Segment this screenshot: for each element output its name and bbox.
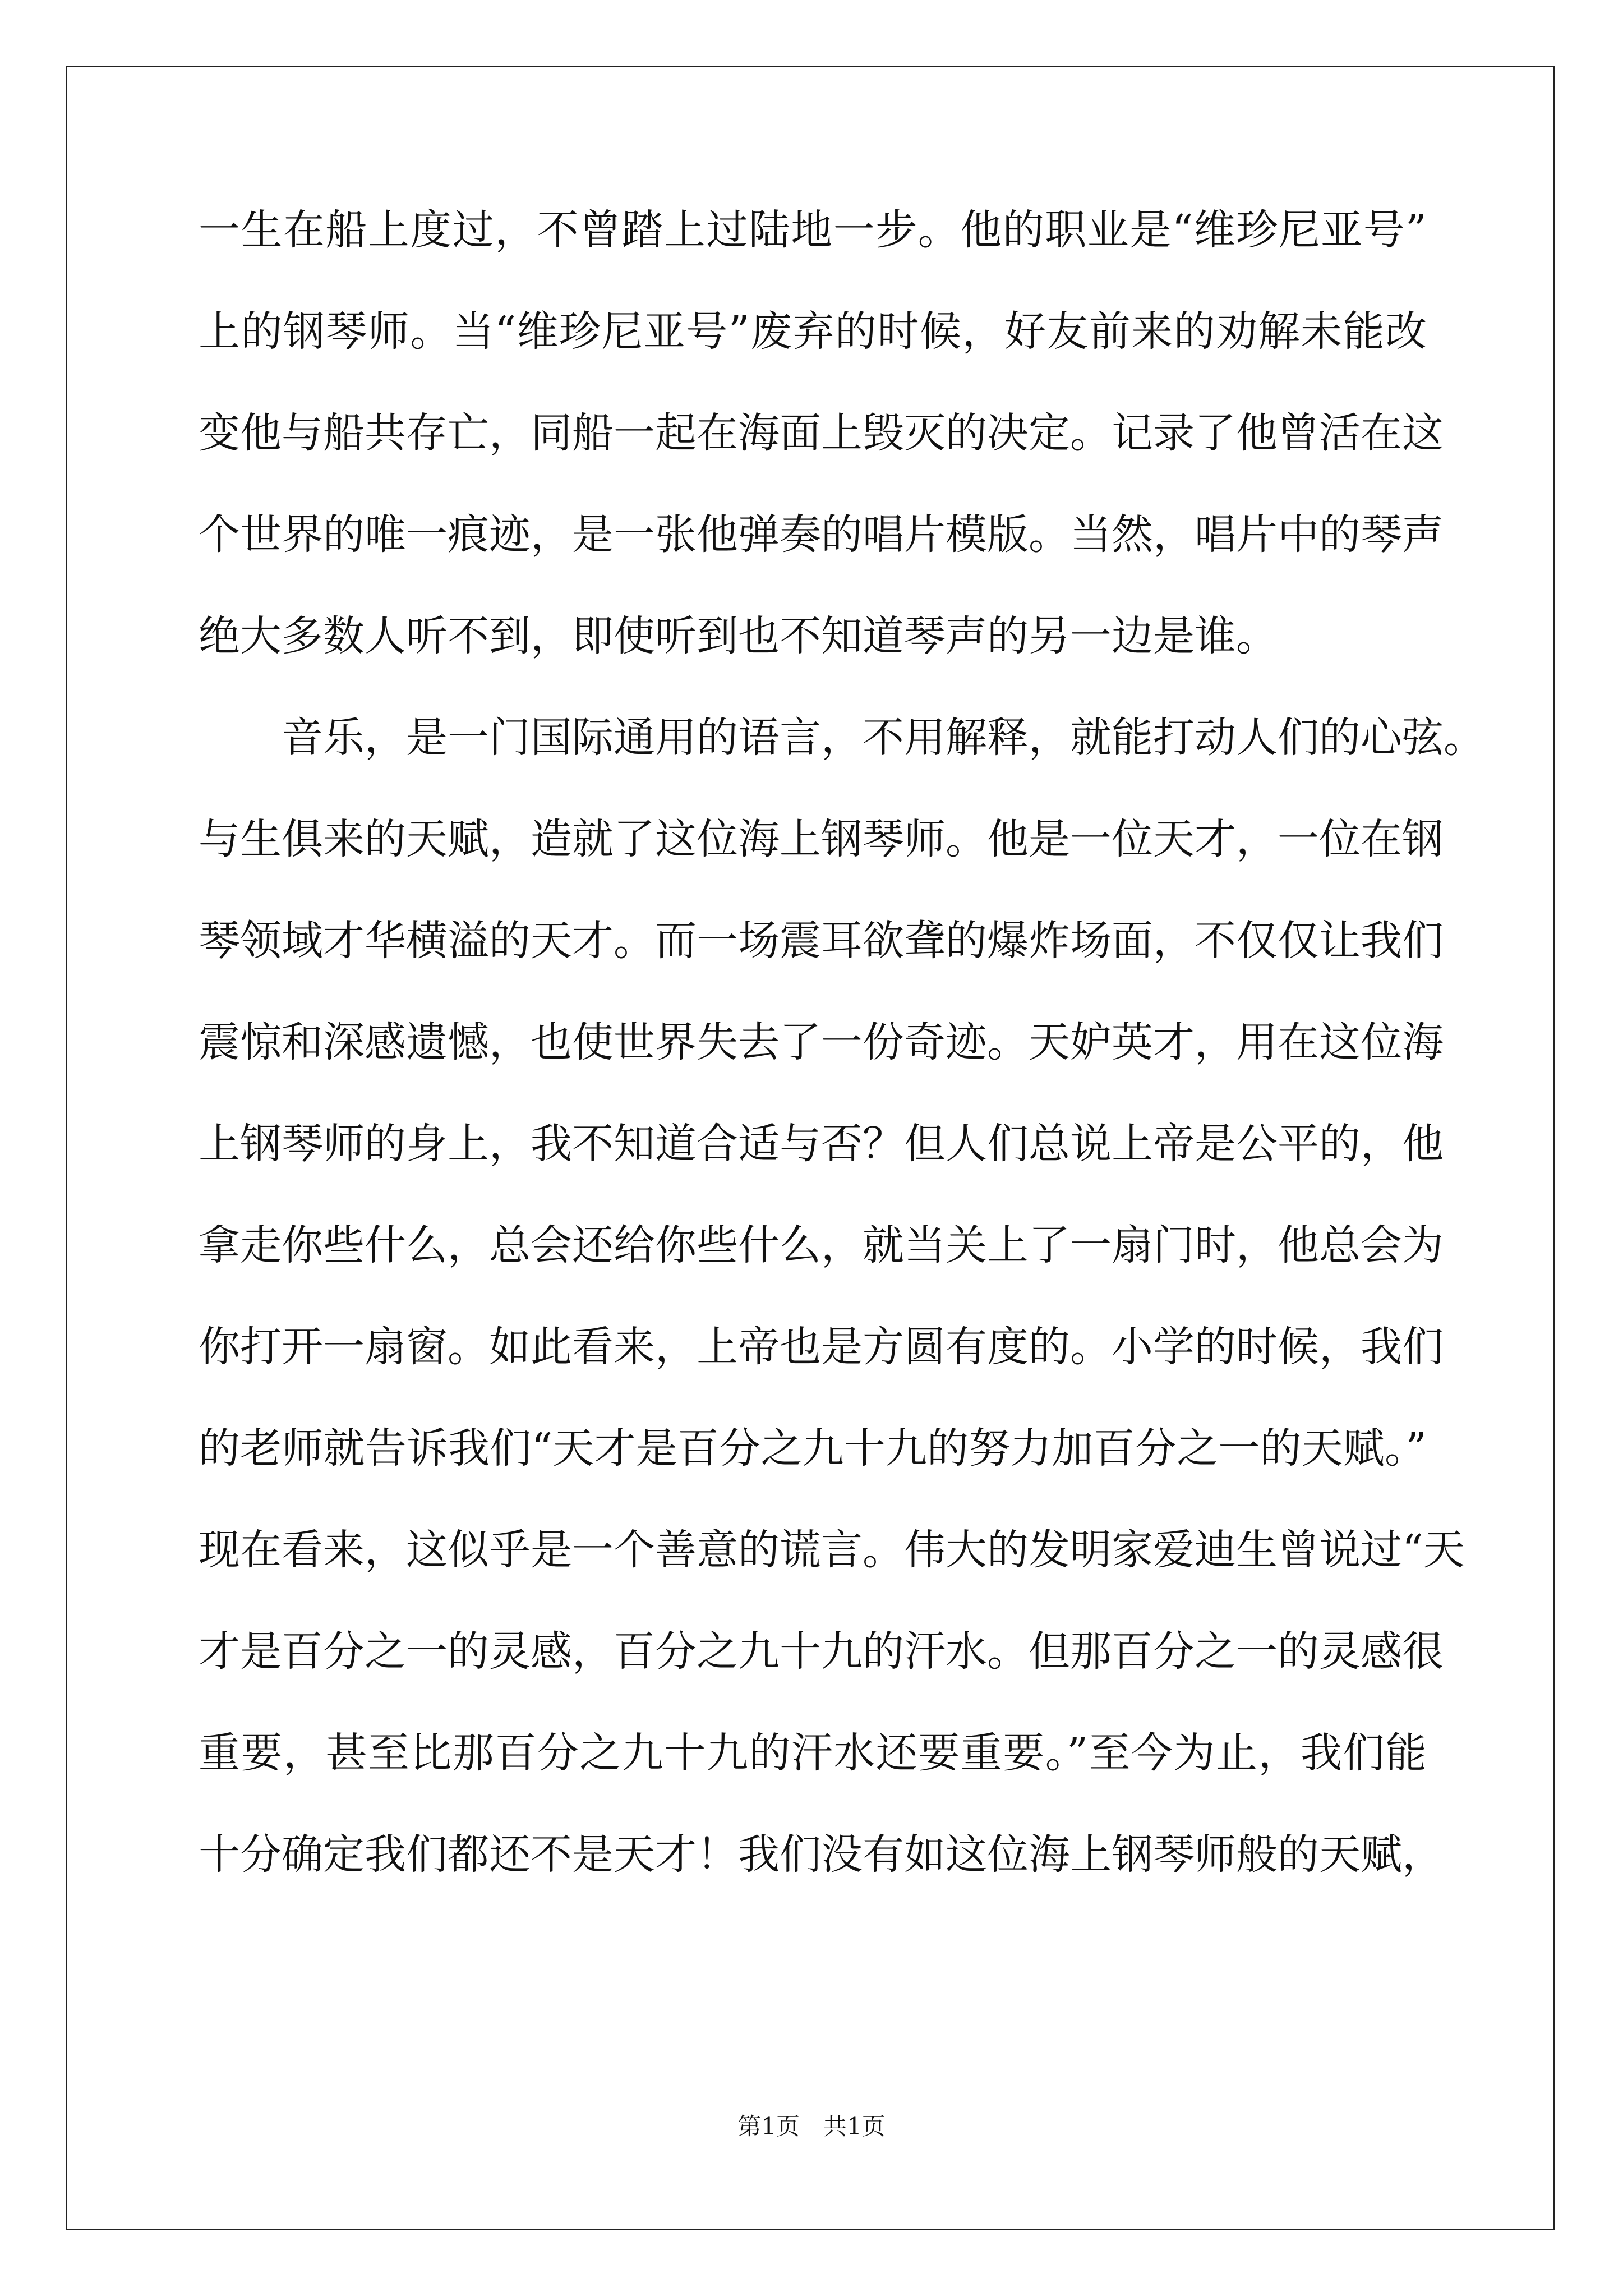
text-line: 现在看来，这似乎是一个善意的谎言。伟大的发明家爱迪生曾说过“天 (199, 1526, 1465, 1574)
text-line: 琴领域才华横溢的天才。而一场震耳欲聋的爆炸场面，不仅仅让我们 (199, 917, 1444, 965)
text-line: 震惊和深感遗憾，也使世界失去了一份奇迹。天妒英才，用在这位海 (199, 1018, 1444, 1066)
document-body (199, 202, 1485, 1928)
text-line: 才是百分之一的灵感，百分之九十九的汗水。但那百分之一的灵感很 (199, 1627, 1444, 1676)
text-line: 音乐，是一门国际通用的语言，不用解释，就能打动人们的心弦。 (282, 714, 1485, 762)
text-line: 个世界的唯一痕迹，是一张他弹奏的唱片模版。当然，唱片中的琴声 (199, 510, 1444, 559)
text-line: 十分确定我们都还不是天才！我们没有如这位海上钢琴师般的天赋， (199, 1830, 1444, 1879)
text-line: 重要，甚至比那百分之九十九的汗水还要重要。”至今为止，我们能 (199, 1729, 1427, 1777)
text-line: 上钢琴师的身上，我不知道合适与否？但人们总说上帝是公平的，他 (199, 1120, 1444, 1168)
text-line: 拿走你些什么，总会还给你些什么，就当关上了一扇门时，他总会为 (199, 1221, 1444, 1269)
text-line: 变他与船共存亡，同船一起在海面上毁灭的决定。记录了他曾活在这 (199, 409, 1444, 457)
text-line: 的老师就告诉我们“天才是百分之九十九的努力加百分之一的天赋。” (199, 1424, 1427, 1473)
page-footer: 第1页 共1页 (737, 2113, 886, 2140)
text-line: 你打开一扇窗。如此看来，上帝也是方圆有度的。小学的时候，我们 (199, 1323, 1444, 1371)
text-line: 与生俱来的天赋，造就了这位海上钢琴师。他是一位天才，一位在钢 (199, 815, 1444, 863)
text-line: 上的钢琴师。当“维珍尼亚号”废弃的时候，好友前来的劝解未能改 (199, 307, 1427, 356)
text-line: 一生在船上度过，不曾踏上过陆地一步。他的职业是“维珍尼亚号” (199, 206, 1427, 254)
text-line: 绝大多数人听不到，即使听到也不知道琴声的另一边是谁。 (199, 612, 1278, 660)
